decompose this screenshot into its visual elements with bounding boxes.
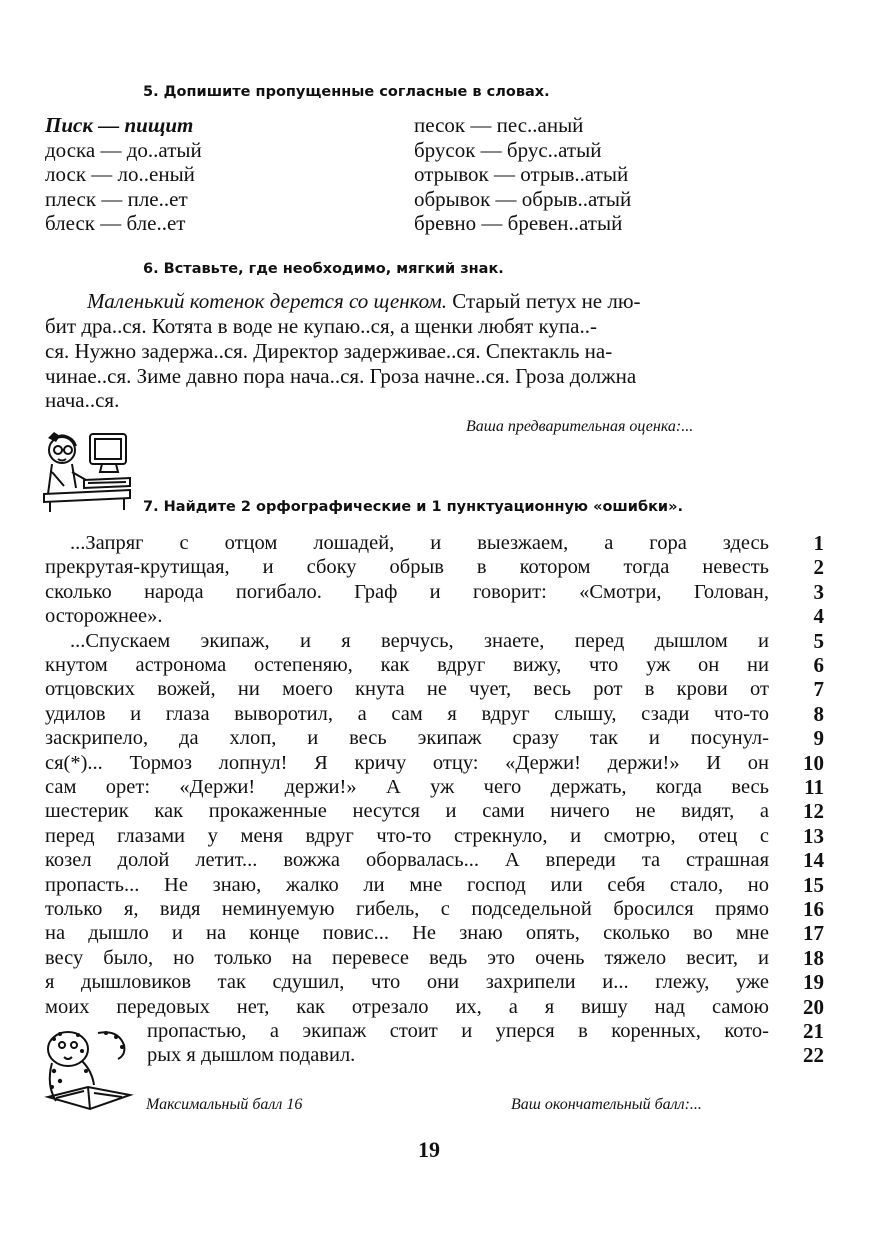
task6-paragraph-line: чинае..ся. Зиме давно пора нача..ся. Гроза начне..ся. Гроза должна	[45, 364, 637, 388]
line-number: 19	[803, 970, 824, 995]
line-number: 21	[803, 1019, 824, 1043]
line-number: 13	[803, 823, 824, 848]
page-number: 19	[418, 1137, 440, 1162]
line-number: 11	[804, 775, 824, 799]
task5-word-pair: брусок — брус..атый	[414, 137, 602, 162]
text-line: заскрипело, да хлоп, и весь экипаж сразу так и посунул-	[45, 727, 769, 750]
text-line: рых я дышлом подавил.	[147, 1044, 356, 1067]
text-line: пропасть... Не знаю, жалко ли мне господ или себя стало, но	[45, 873, 769, 896]
text-line: кнутом астронома остепеняю, как вдруг вижу, что уж он ни	[45, 654, 769, 676]
line-number: 14	[803, 848, 824, 873]
task6-paragraph-line: Маленький котенок дерется со щенком. Старый петух не лю-	[87, 289, 641, 313]
text-line: ся(*)... Тормоз лопнул! Я кричу отцу: «Держи! держи!» И он	[45, 751, 769, 774]
text-line: ...Запряг с отцом лошадей, и выезжаем, а гора здесь	[70, 532, 769, 554]
text-line: сколько народа погибало. Граф и говорит: «Смотри, Голован,	[45, 580, 769, 603]
text-line: сам орет: «Держи! держи!» А уж чего держать, когда весь	[45, 776, 769, 798]
task6-example: Маленький котенок дерется со щенком.	[87, 289, 448, 313]
line-number: 10	[803, 750, 824, 775]
text-line: прекрутая-крутищая, и сбоку обрыв в котором тогда невесть	[45, 556, 769, 579]
task6-paragraph-line: ся. Нужно задержа..ся. Директор задерживае..ся. Спектакль на-	[45, 339, 613, 363]
line-number: 3	[813, 579, 824, 604]
task5-title: 5. Допишите пропущенные согласные в словах.	[143, 84, 550, 100]
task5-example: Писк — пищит	[45, 113, 194, 137]
text-line: шестерик как прокаженные несутся и сами ничего не видят, а	[45, 800, 769, 823]
task5-word-pair: плеск — пле..ет	[45, 186, 188, 211]
text-line: пропастью, а экипаж стоит и уперся в коренных, кото-	[147, 1020, 769, 1042]
text-line: козел долой летит... вожжа оборвалась... А впереди та страшная	[45, 849, 769, 872]
final-score: Ваш окончательный балл:...	[511, 1096, 702, 1113]
task5-word-pair: лоск — ло..еный	[45, 162, 195, 186]
task6-paragraph-line: бит дра..ся. Котята в воде не купаю..ся, а щенки любят купа..-	[45, 314, 597, 338]
line-number: 8	[813, 701, 824, 726]
line-number: 7	[813, 677, 824, 702]
text-line: осторожнее».	[45, 605, 163, 628]
line-number: 12	[803, 799, 824, 824]
text-line: отцовских вожей, ни моего кнута не чует, весь рот в крови от	[45, 678, 769, 701]
task5-word-pair: отрывок — отрыв..атый	[414, 162, 629, 186]
text-line: удилов и глаза выворотил, а сам я вдруг слышу, сзади что-то	[45, 702, 769, 725]
line-number: 20	[803, 994, 824, 1019]
text-line: моих передовых нет, как отрезало их, а я вишу над самою	[45, 995, 769, 1018]
task6-paragraph-line: нача..ся.	[45, 388, 120, 412]
computer-icon	[40, 428, 132, 514]
task5-word-pair: песок — пес..аный	[414, 113, 584, 137]
line-number: 9	[813, 726, 824, 751]
line-number: 4	[813, 604, 824, 629]
preliminary-estimate: Ваша предварительная оценка:...	[466, 418, 694, 435]
text-line: я дышловиков так сдушил, что они захрипели и... глежу, уже	[45, 971, 769, 994]
text-line: ...Спускаем экипаж, и я верчусь, знаете, перед дышлом и	[70, 629, 769, 652]
line-number: 1	[813, 531, 824, 555]
task5-word-pair: бревно — бревен..атый	[414, 211, 623, 235]
line-number: 17	[803, 921, 824, 946]
task6-title: 6. Вставьте, где необходимо, мягкий знак.	[143, 261, 504, 277]
line-number: 16	[803, 897, 824, 921]
text-line: весу было, но только на перевесе ведь это очень тяжело весит, и	[45, 946, 769, 969]
line-number: 18	[803, 945, 824, 970]
text-line: перед глазами у меня вдруг что-то стрекнуло, и смотрю, отец с	[45, 824, 769, 847]
task5-word-pair: доска — до..атый	[45, 137, 202, 162]
boy-at-computer-illustration	[40, 428, 132, 514]
task5-word-pair: обрывок — обрыв..атый	[414, 186, 632, 211]
line-number: 22	[803, 1043, 824, 1068]
task7-title: 7. Найдите 2 орфографические и 1 пунктуационную «ошибки».	[143, 499, 683, 515]
text-line: на дышло и на конце повис... Не знаю опять, сколько во мне	[45, 922, 769, 945]
book-icon	[38, 1025, 134, 1115]
leopard-reading-illustration	[38, 1025, 134, 1115]
line-number: 15	[803, 872, 824, 897]
text-line: только я, видя неминуемую гибель, с подседельной бросился прямо	[45, 898, 769, 920]
line-number: 2	[813, 555, 824, 580]
max-score: Максимальный балл 16	[146, 1096, 303, 1113]
line-number: 5	[813, 628, 824, 653]
task5-word-pair: блеск — бле..ет	[45, 211, 186, 235]
line-number: 6	[813, 653, 824, 677]
